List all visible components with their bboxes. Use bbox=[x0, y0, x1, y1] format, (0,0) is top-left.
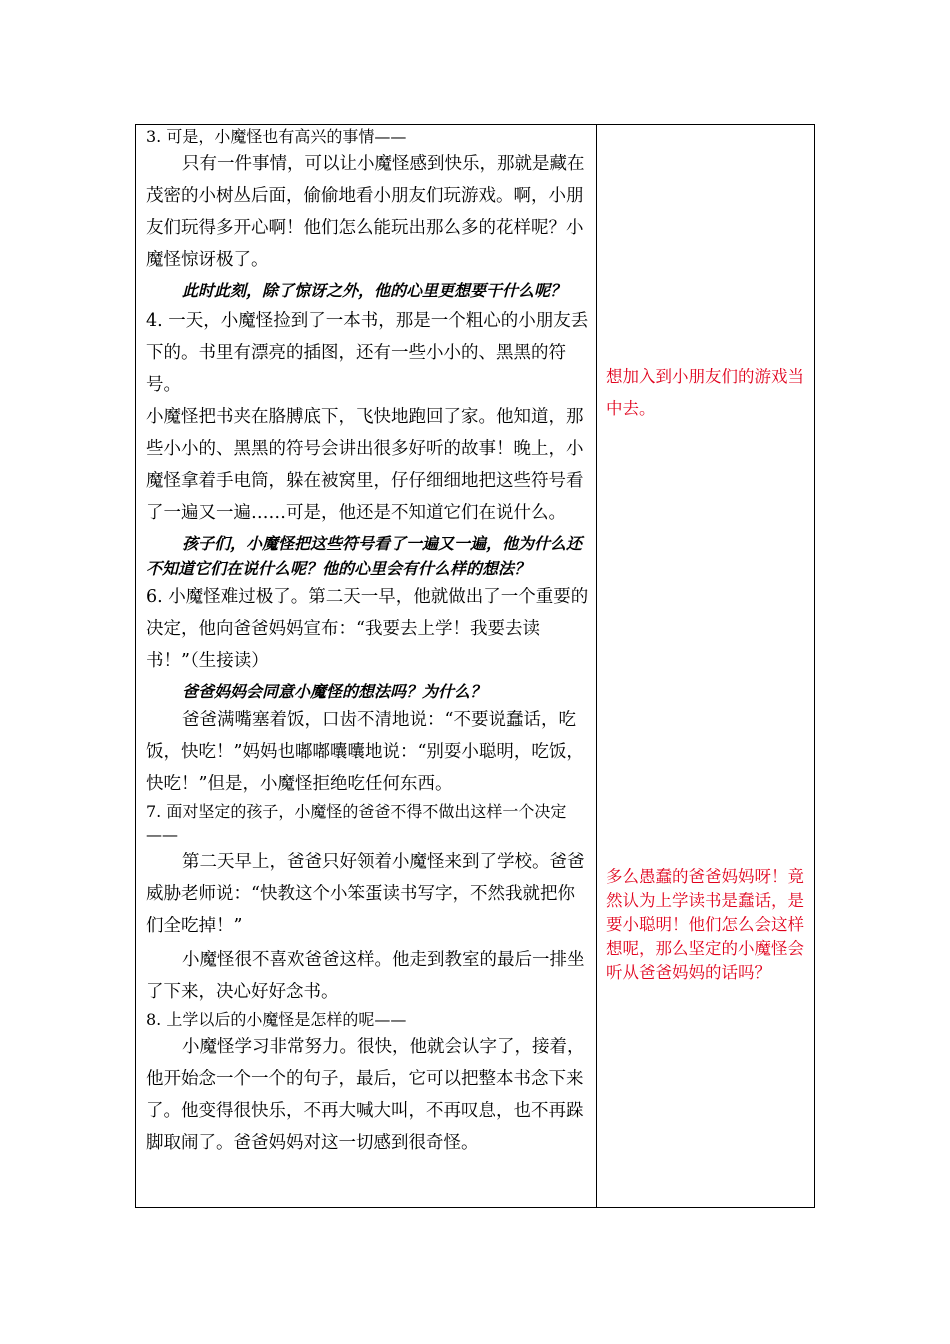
section-3-paragraph: 只有一件事情，可以让小魔怪感到快乐，那就是藏在茂密的小树丛后面，偷偷地看小朋友们玩游戏。啊，小朋友们玩得多开心啊！他们怎么能玩出那么多的花样呢？小魔怪惊讶极了。 bbox=[146, 154, 585, 270]
section-4-question: 孩子们，小魔怪把这些符号看了一遍又一遍，他为什么还不知道它们在说什么呢？他的心里会有什么样的想法？ bbox=[146, 534, 583, 578]
section-3-question: 此时此刻，除了惊讶之外，他的心里更想要干什么呢？ bbox=[182, 281, 567, 300]
section-7-heading: 7. 面对坚定的孩子，小魔怪的爸爸不得不做出这样一个决定—— bbox=[146, 802, 567, 844]
annotation-note-1: 想加入到小朋友们的游戏当中去。 bbox=[606, 367, 804, 418]
section-4-paragraph-1: 4. 一天，小魔怪捡到了一本书，那是一个粗心的小朋友丢下的。书里有漂亮的插图，还有一些小小的、黑黑的符号。 bbox=[146, 311, 589, 395]
section-7-paragraph-2: 小魔怪很不喜欢爸爸这样。他走到教室的最后一排坐了下来，决心好好念书。 bbox=[146, 950, 585, 1002]
section-7-paragraph-1: 第二天早上，爸爸只好领着小魔怪来到了学校。爸爸威胁老师说：“快教这个小笨蛋读书写字，不然我就把你们全吃掉！” bbox=[146, 852, 585, 936]
column-divider bbox=[596, 125, 597, 1207]
section-8-paragraph: 小魔怪学习非常努力。很快，他就会认字了，接着，他开始念一个一个的句子，最后，它可以把整本书念下来了。他变得很快乐，不再大喊大叫，不再叹息，也不再跺脚取闹了。爸爸妈妈对这一切感到很奇怪。 bbox=[146, 1037, 585, 1153]
section-6-paragraph-1: 6. 小魔怪难过极了。第二天一早，他就做出了一个重要的决定，他向爸爸妈妈宣布：“我要去上学！我要去读书！”（生接读） bbox=[146, 587, 589, 671]
section-8-heading: 8. 上学以后的小魔怪是怎样的呢—— bbox=[146, 1010, 407, 1029]
lesson-content-column bbox=[146, 125, 590, 1159]
section-4-paragraph-2: 小魔怪把书夹在胳膊底下，飞快地跑回了家。他知道，那些小小的、黑黑的符号会讲出很多好听的故事！晚上，小魔怪拿着手电筒，躲在被窝里，仔仔细细地把这些符号看了一遍又一遍……可是，他还是不知道它们在说什么。 bbox=[146, 407, 584, 523]
section-6-paragraph-2: 爸爸满嘴塞着饭，口齿不清地说：“不要说蠢话，吃饭，快吃！”妈妈也嘟嘟囔囔地说：“别耍小聪明，吃饭，快吃！”但是，小魔怪拒绝吃任何东西。 bbox=[146, 710, 584, 794]
lesson-table bbox=[135, 124, 815, 1208]
section-3-heading: 3. 可是，小魔怪也有高兴的事情—— bbox=[146, 127, 407, 146]
annotation-note-2: 多么愚蠢的爸爸妈妈呀！竟然认为上学读书是蠢话，是要小聪明！他们怎么会这样想呢，那么坚定的小魔怪会听从爸爸妈妈的话吗？ bbox=[606, 867, 804, 982]
section-6-question: 爸爸妈妈会同意小魔怪的想法吗？为什么？ bbox=[182, 682, 487, 701]
